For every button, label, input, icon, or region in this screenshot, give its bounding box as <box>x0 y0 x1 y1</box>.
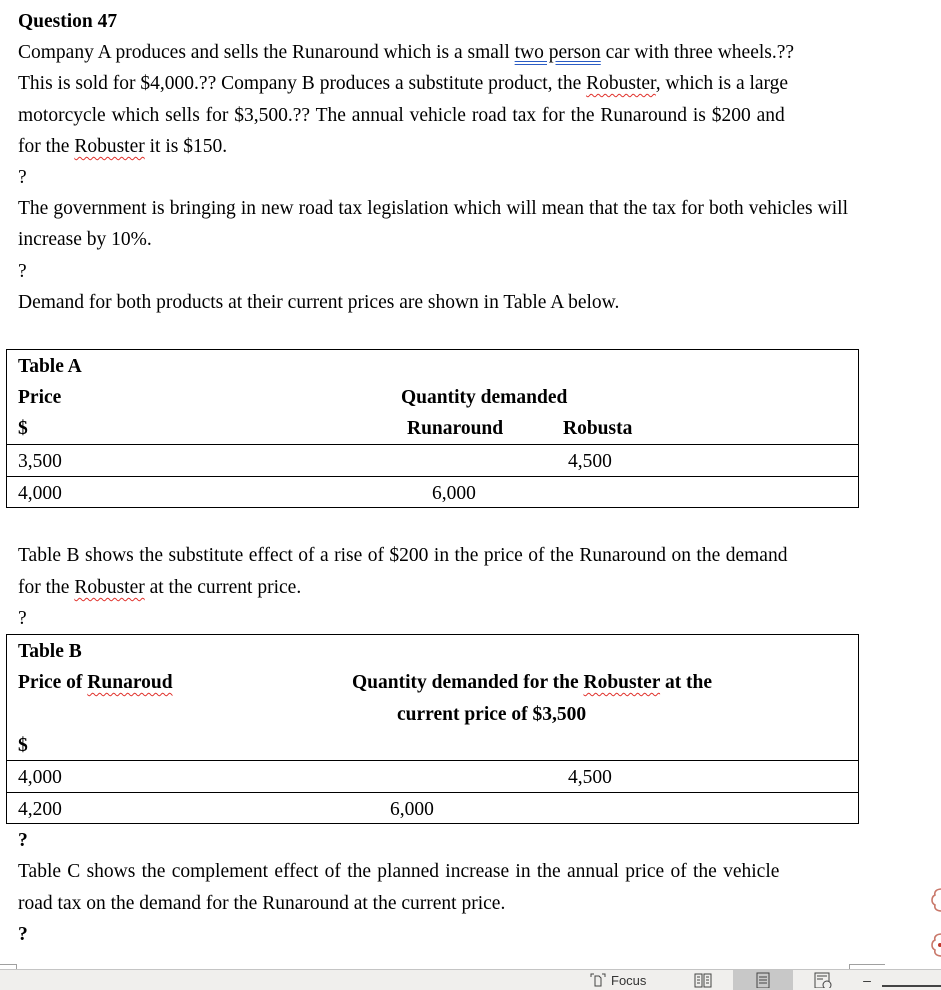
table-b-row-1-price: 4,000 <box>18 767 62 788</box>
intro-line-1 <box>18 37 794 68</box>
book-open-icon <box>694 972 712 988</box>
table-a-col-runaround: Runaround <box>407 418 504 439</box>
table-a-col-qty: Quantity demanded <box>401 387 568 408</box>
focus-label: Focus <box>611 972 647 988</box>
text-run: at the current price. <box>144 577 302 598</box>
legislation-paragraph: The government is bringing in new road tax legislation which will mean that the tax for both vehicles will increase by 10%. <box>18 198 848 250</box>
table-divider <box>7 760 858 761</box>
grammar-flagged-text[interactable]: two person <box>514 42 601 63</box>
zoom-out-button[interactable]: – <box>863 972 871 988</box>
placeholder-mark: ? <box>18 830 28 851</box>
table-b-col-price <box>18 667 173 698</box>
text-run: Price of <box>18 672 88 693</box>
text-run: it is $150. <box>144 136 228 157</box>
table-b-col-qty <box>352 667 712 698</box>
intro-line-4 <box>18 131 227 162</box>
table-b-intro-line-1: Table B shows the substitute effect of a rise of $200 in the price of the Runaround on the demand <box>18 545 788 566</box>
table-b-row-2-runaround: 6,000 <box>390 799 434 820</box>
spelling-flagged-text[interactable]: Robuster <box>583 672 661 693</box>
page-icon <box>756 972 770 988</box>
table-divider <box>7 792 858 793</box>
placeholder-mark: ? <box>18 261 27 282</box>
placeholder-mark: ? <box>18 608 27 629</box>
text-run: This is sold for $4,000.?? Company B produces a substitute product, the <box>18 73 587 94</box>
web-layout-icon <box>814 972 832 988</box>
focus-mode-button[interactable] <box>590 970 646 990</box>
text-run: , which is a large <box>655 73 789 94</box>
table-b-row-2-price: 4,200 <box>18 799 62 820</box>
focus-icon <box>590 973 606 987</box>
text-run: for the <box>18 577 75 598</box>
text-run: Company A produces and sells the Runaround which is a small <box>18 42 515 63</box>
web-layout-button[interactable] <box>808 970 838 990</box>
table-b-intro-line-2 <box>18 572 301 603</box>
read-mode-button[interactable] <box>688 970 718 990</box>
intro-line-3: motorcycle which sells for $3,500.?? The annual vehicle road tax for the Runaround is $200 and <box>18 105 785 126</box>
comment-icon[interactable] <box>928 887 941 913</box>
table-b-title: Table B <box>18 641 82 662</box>
table-a-row-2-price: 4,000 <box>18 483 62 504</box>
text-run: Quantity demanded for the <box>352 672 584 693</box>
table-b-col-price-unit: $ <box>18 735 28 756</box>
comment-icon[interactable] <box>928 932 941 958</box>
demand-paragraph: Demand for both products at their current prices are shown in Table A below. <box>18 292 620 313</box>
spelling-flagged-text[interactable]: Robuster <box>74 136 145 157</box>
table-c-intro-line-2: road tax on the demand for the Runaround at the current price. <box>18 893 506 914</box>
placeholder-mark: ? <box>18 167 27 188</box>
print-layout-button[interactable] <box>733 970 793 990</box>
table-a-row-1-robusta: 4,500 <box>568 451 612 472</box>
table-a-col-price: Price <box>18 387 62 408</box>
table-a-row-2-runaround: 6,000 <box>432 483 476 504</box>
intro-line-2 <box>18 68 788 99</box>
text-run: for the <box>18 136 75 157</box>
zoom-slider[interactable] <box>882 985 941 987</box>
table-divider <box>7 476 858 477</box>
table-c-intro-line-1: Table C shows the complement effect of the planned increase in the annual price of the vehicle <box>18 861 780 882</box>
spelling-flagged-text[interactable]: Robuster <box>586 73 656 94</box>
spelling-flagged-text[interactable]: Robuster <box>74 577 145 598</box>
table-b <box>6 634 859 824</box>
table-divider <box>7 444 858 445</box>
table-a-col-price-unit: $ <box>18 418 28 439</box>
table-a-title: Table A <box>18 356 82 377</box>
question-title: Question 47 <box>18 11 118 32</box>
text-run: car with three wheels.?? <box>600 42 795 63</box>
table-a <box>6 349 859 508</box>
spelling-flagged-text[interactable]: Runaroud <box>87 672 173 693</box>
table-b-col-qty-line-2: current price of $3,500 <box>397 704 587 725</box>
text-run: at the <box>660 672 713 693</box>
placeholder-mark: ? <box>18 924 28 945</box>
table-b-row-1-robuster: 4,500 <box>568 767 612 788</box>
status-bar <box>0 969 941 990</box>
table-a-col-robusta: Robusta <box>563 418 633 439</box>
table-a-row-1-price: 3,500 <box>18 451 62 472</box>
